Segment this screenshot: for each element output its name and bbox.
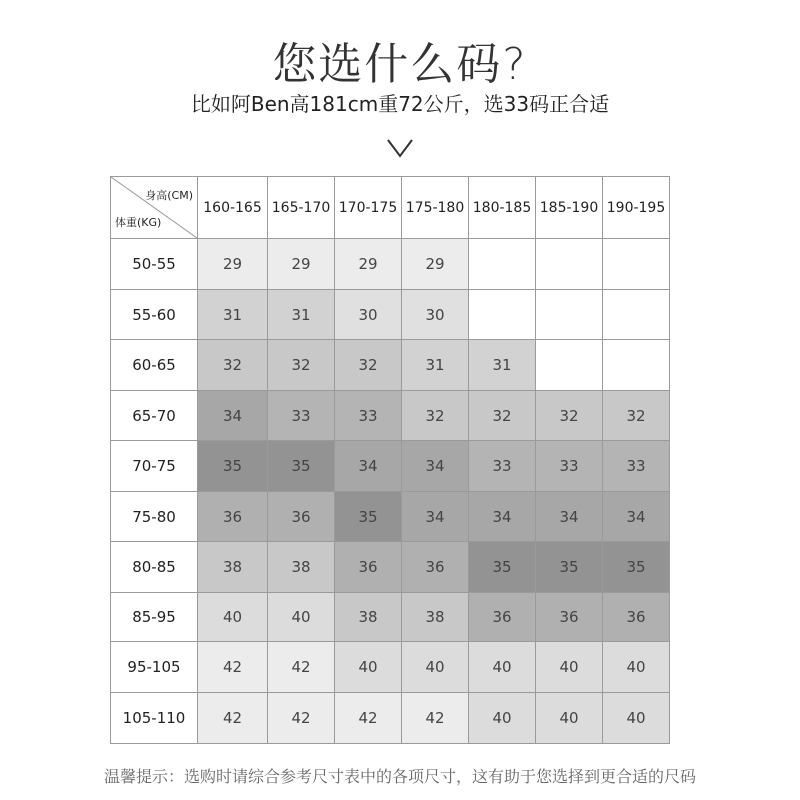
size-cell: 31	[469, 340, 536, 391]
column-header: 185-190	[536, 177, 603, 239]
size-cell: 38	[198, 542, 268, 593]
size-cell: 40	[198, 593, 268, 642]
column-header: 180-185	[469, 177, 536, 239]
size-cell: 34	[536, 492, 603, 542]
size-cell: 40	[603, 642, 670, 693]
size-cell: 42	[198, 642, 268, 693]
row-header-weight: 95-105	[111, 642, 198, 693]
height-axis-label: 身高(CM)	[145, 189, 193, 202]
size-cell: 32	[536, 391, 603, 441]
size-cell: 30	[335, 290, 402, 340]
column-header: 160-165	[198, 177, 268, 239]
row-header-weight: 60-65	[111, 340, 198, 391]
size-cell: 42	[198, 693, 268, 744]
row-header-weight: 55-60	[111, 290, 198, 340]
size-cell: 31	[402, 340, 469, 391]
row-header-weight: 105-110	[111, 693, 198, 744]
column-header: 175-180	[402, 177, 469, 239]
empty-cell	[536, 239, 603, 290]
size-cell: 36	[198, 492, 268, 542]
size-cell: 35	[603, 542, 670, 593]
size-cell: 38	[268, 542, 335, 593]
size-cell: 42	[268, 642, 335, 693]
size-cell: 40	[603, 693, 670, 744]
empty-cell	[603, 340, 670, 391]
size-cell: 42	[335, 693, 402, 744]
row-header-weight: 65-70	[111, 391, 198, 441]
size-cell: 29	[402, 239, 469, 290]
column-header: 165-170	[268, 177, 335, 239]
size-cell: 38	[402, 593, 469, 642]
size-cell: 33	[603, 441, 670, 492]
size-cell: 35	[268, 441, 335, 492]
empty-cell	[603, 290, 670, 340]
size-cell: 33	[268, 391, 335, 441]
chevron-down-icon	[386, 138, 414, 158]
empty-cell	[469, 290, 536, 340]
size-cell: 34	[603, 492, 670, 542]
size-cell: 35	[469, 542, 536, 593]
size-cell: 34	[198, 391, 268, 441]
size-cell: 40	[469, 693, 536, 744]
size-cell: 36	[268, 492, 335, 542]
size-cell: 36	[402, 542, 469, 593]
size-cell: 36	[603, 593, 670, 642]
size-cell: 33	[469, 441, 536, 492]
size-cell: 33	[536, 441, 603, 492]
size-cell: 36	[335, 542, 402, 593]
size-cell: 33	[335, 391, 402, 441]
size-cell: 40	[469, 642, 536, 693]
size-cell: 32	[603, 391, 670, 441]
size-cell: 42	[268, 693, 335, 744]
column-header: 190-195	[603, 177, 670, 239]
size-cell: 40	[536, 642, 603, 693]
size-cell: 31	[198, 290, 268, 340]
row-header-weight: 50-55	[111, 239, 198, 290]
row-header-weight: 70-75	[111, 441, 198, 492]
size-cell: 40	[402, 642, 469, 693]
size-cell: 32	[268, 340, 335, 391]
size-cell: 32	[469, 391, 536, 441]
size-cell: 29	[335, 239, 402, 290]
row-header-weight: 75-80	[111, 492, 198, 542]
page-title: 您选什么码?	[272, 39, 528, 90]
footer-tip: 温馨提示：选购时请综合参考尺寸表中的各项尺寸，这有助于您选择到更合适的尺码	[103, 767, 696, 786]
size-cell: 36	[469, 593, 536, 642]
size-cell: 34	[402, 492, 469, 542]
size-cell: 40	[536, 693, 603, 744]
size-chart-table	[110, 176, 670, 744]
size-cell: 34	[469, 492, 536, 542]
size-cell: 40	[268, 593, 335, 642]
size-cell: 34	[335, 441, 402, 492]
size-cell: 42	[402, 693, 469, 744]
size-cell: 29	[268, 239, 335, 290]
size-cell: 38	[335, 593, 402, 642]
empty-cell	[536, 340, 603, 391]
empty-cell	[469, 239, 536, 290]
size-cell: 34	[402, 441, 469, 492]
size-cell: 35	[335, 492, 402, 542]
table-corner-header	[111, 177, 198, 239]
empty-cell	[603, 239, 670, 290]
size-cell: 29	[198, 239, 268, 290]
page-subtitle: 比如阿Ben高181cm重72公斤，选33码正合适	[190, 92, 610, 116]
size-cell: 35	[536, 542, 603, 593]
size-cell: 32	[402, 391, 469, 441]
size-cell: 31	[268, 290, 335, 340]
row-header-weight: 85-95	[111, 593, 198, 642]
row-header-weight: 80-85	[111, 542, 198, 593]
weight-axis-label: 体重(KG)	[115, 216, 162, 229]
size-cell: 36	[536, 593, 603, 642]
column-header: 170-175	[335, 177, 402, 239]
empty-cell	[536, 290, 603, 340]
size-cell: 32	[198, 340, 268, 391]
size-cell: 40	[335, 642, 402, 693]
size-cell: 30	[402, 290, 469, 340]
size-cell: 35	[198, 441, 268, 492]
size-cell: 32	[335, 340, 402, 391]
